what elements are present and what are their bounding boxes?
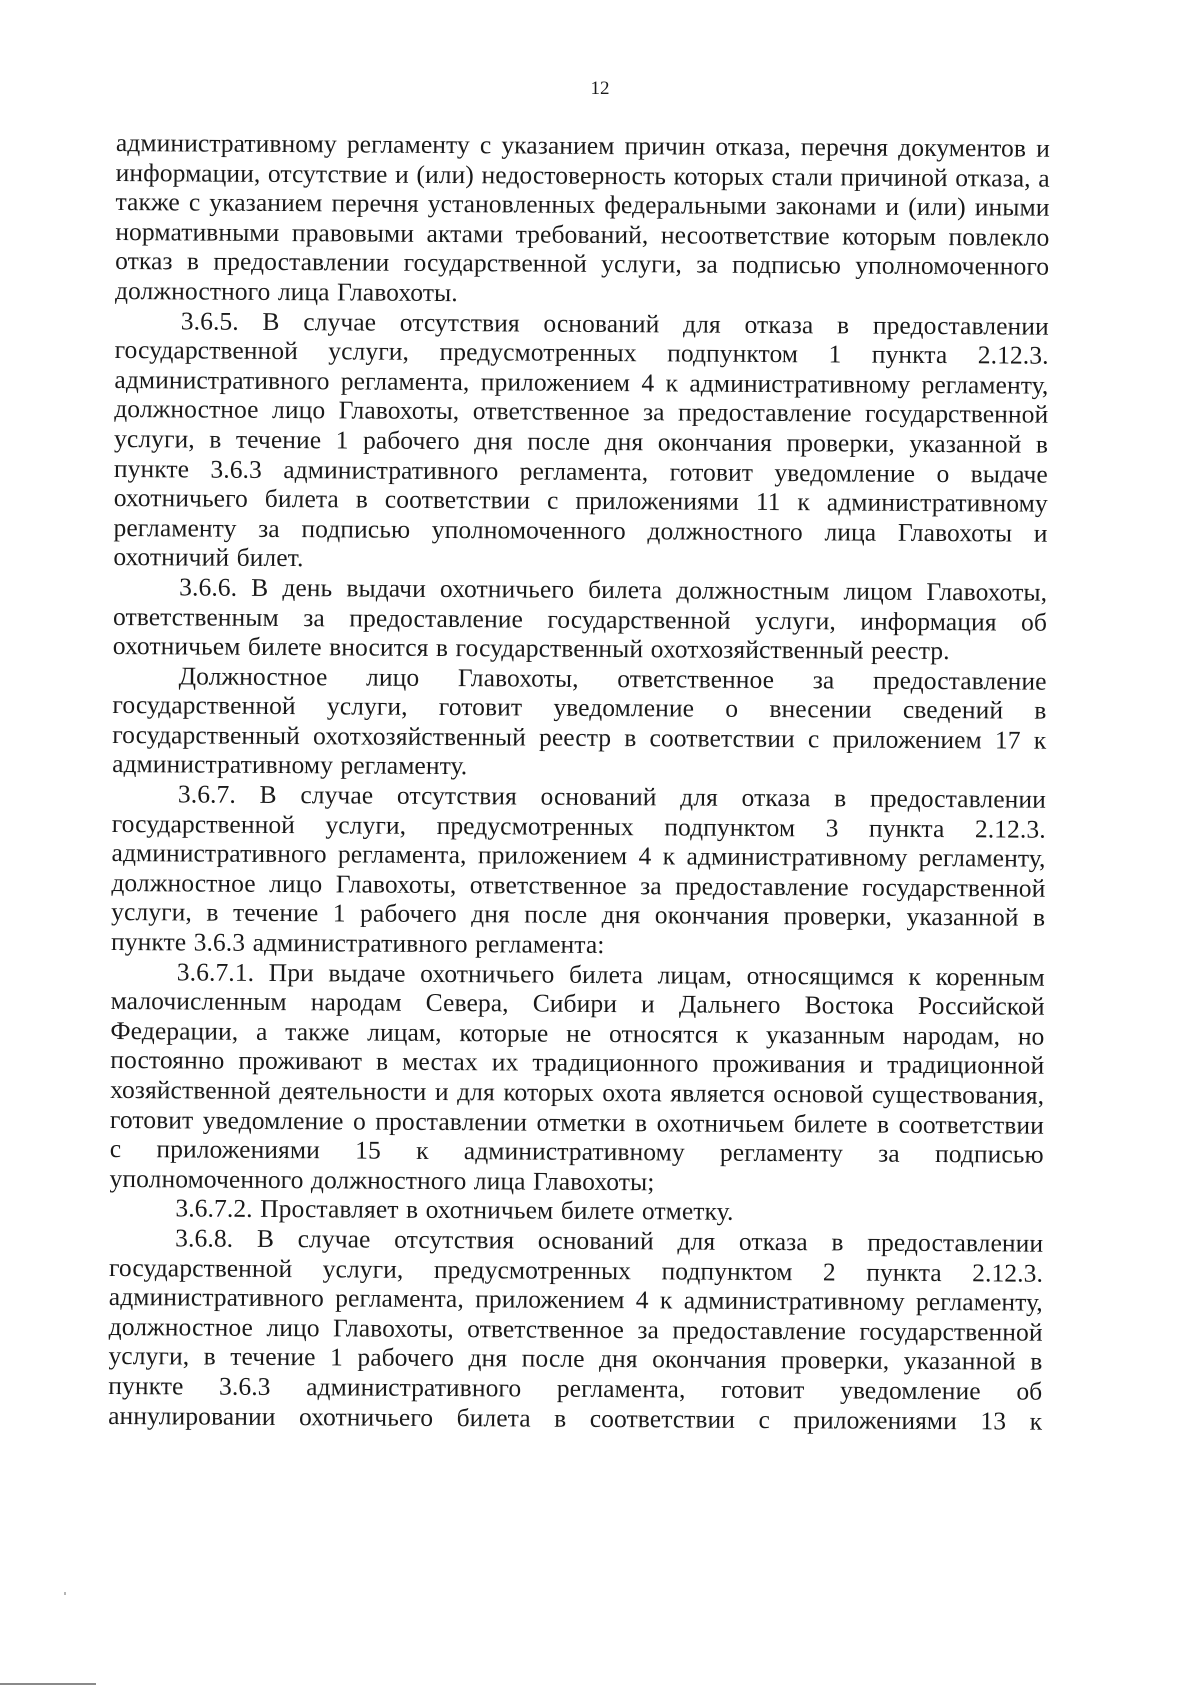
scan-artifact-line (0, 1683, 96, 1685)
paragraph-3-6-6: 3.6.6. В день выдачи охотничьего билета должностным лицом Главохоты, ответственным за предоставление государственной услуги, информация об охотничьем билете вносится в государственный охотхозяйственный реестр. (112, 572, 1048, 666)
paragraph-3-6-8: 3.6.8. В случае отсутствия оснований для отказа в предоставлении государственной услуги, предусмотренных подпунктом 2 пункта 2.12.3. административного регламента, приложением 4 к административному регламенту, должностное лицо Главохоты, ответственное за предоставление государственной услуги, в течение 1 рабочего дня после дня окончания проверки, указанной в пункте 3.6.3 административного регламента, готовит уведомление об аннулировании охотничьего билета в соответствии с приложениями 13 к (108, 1223, 1044, 1436)
paragraph-3-6-5: 3.6.5. В случае отсутствия оснований для отказа в предоставлении государственной услуги, предусмотренных подпунктом 1 пункта 2.12.3. административного регламента, приложением 4 к административному регламенту, должностное лицо Главохоты, ответственное за предоставление государственной услуги, в течение 1 рабочего дня после дня окончания проверки, указанной в пункте 3.6.3 административного регламента, готовит уведомление о выдаче охотничьего билета в соответствии с приложениями 11 к административному регламенту за подписью уполномоченного должностного лица Главохоты и охотничий билет. (113, 305, 1049, 573)
paragraph-3-6-6-official: Должностное лицо Главохоты, ответственное за предоставление государственной услуги, готовит уведомление о внесении сведений в государственный охотхозяйственный реестр в соответствии с приложением 17 к административному регламенту. (112, 661, 1047, 781)
page-number: 12 (590, 78, 610, 99)
document-body (108, 128, 1050, 1436)
paragraph-3-6-7: 3.6.7. В случае отсутствия оснований для отказа в предоставлении государственной услуги, предусмотренных подпунктом 3 пункта 2.12.3. административного регламента, приложением 4 к административному регламенту, должностное лицо Главохоты, ответственное за предоставление государственной услуги, в течение 1 рабочего дня после дня окончания проверки, указанной в пункте 3.6.3 административного регламента: (110, 779, 1047, 960)
paragraph-3-6-7-2: 3.6.7.2. Проставляет в охотничьем билете отметку. (175, 1193, 734, 1227)
paragraph-3-6-7-1: 3.6.7.1. При выдаче охотничьего билета лицам, относящимся к коренным малочисленным народам Севера, Сибири и Дальнего Востока Российской Федерации, а также лицам, которые не относятся к указанным народам, но постоянно проживают в местах их традиционного проживания и традиционной хозяйственной деятельности и для которых охота является основой существования, готовит уведомление о проставлении отметки в охотничьем билете в соответствии с приложениями 15 к административному регламенту за подписью уполномоченного должностного лица Главохоты; (109, 957, 1045, 1197)
scan-artifact-dot (64, 1592, 66, 1595)
paragraph-continuation: административному регламенту с указанием причин отказа, перечня документов и информации, отсутствие и (или) недостоверность которых стали причиной отказа, а также с указанием перечня установленных федеральными законами и (или) иными нормативными правовыми актами требований, несоответствие которым повлекло отказ в предоставлении государственной услуги, за подписью уполномоченного должностного лица Главохоты. (114, 128, 1050, 308)
